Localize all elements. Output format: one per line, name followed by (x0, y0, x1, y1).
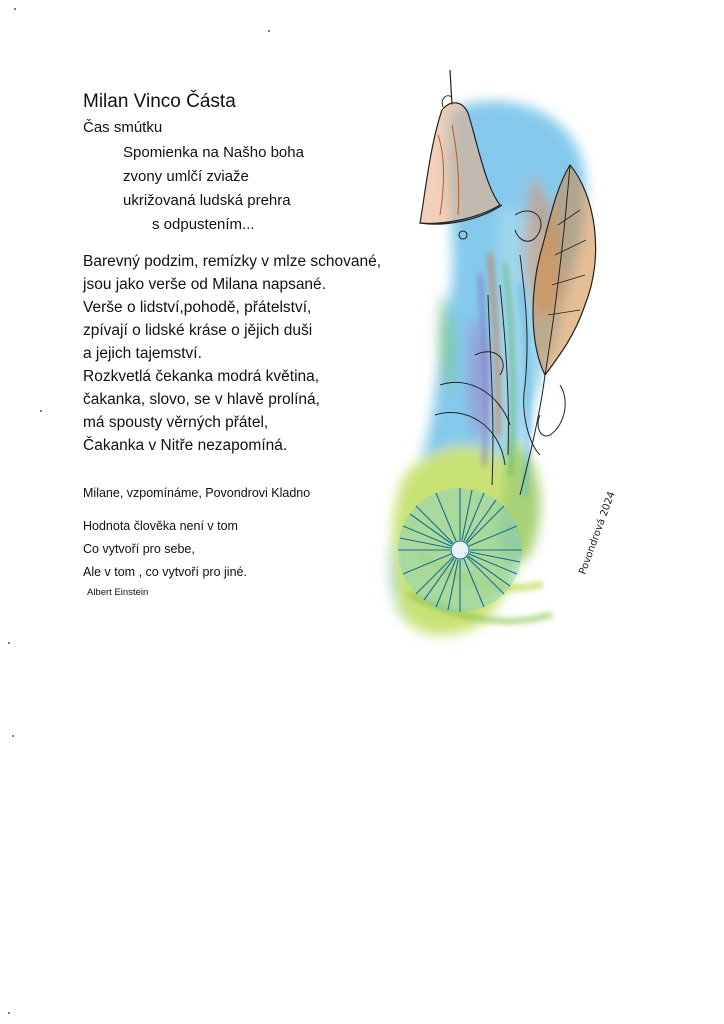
scan-speck (14, 8, 16, 10)
scan-speck (40, 410, 42, 412)
poem-sk-line: s odpustením... (152, 216, 255, 233)
scan-speck (8, 1012, 10, 1014)
quote-author: Albert Einstein (87, 587, 149, 598)
poem-cz-line: Čakanka v Nitře nezapomíná. (83, 437, 288, 454)
watercolor-illustration (380, 55, 618, 655)
poem-cz-line: čakanka, slovo, se v hlavě prolíná, (83, 391, 320, 408)
poem-cz-line: jsou jako verše od Milana napsané. (83, 276, 326, 293)
poem-cz-line: zpívají o lidské kráse o jějich duši (83, 322, 313, 339)
quote-line: Ale v tom , co vytvoří pro jiné. (83, 565, 247, 579)
dedication: Milane, vzpomínáme, Povondrovi Kladno (83, 486, 311, 500)
poem-cz-line: Rozkvetlá čekanka modrá květina, (83, 368, 320, 385)
quote-line: Co vytvoří pro sebe, (83, 542, 195, 556)
svg-text:Povondrová 2024: Povondrová 2024 (577, 490, 618, 577)
scan-speck (268, 30, 270, 32)
quote-line: Hodnota člověka není v tom (83, 519, 238, 533)
poem-sk-line: ukrižovaná ludská prehra (123, 192, 291, 209)
poem-cz-line: Barevný podzim, remízky v mlze schované, (83, 253, 382, 270)
scan-speck (8, 642, 10, 644)
poem-author: Milan Vinco Částa (83, 91, 236, 112)
poem-cz-line: má spousty věrných přátel, (83, 414, 269, 431)
scan-speck (12, 735, 14, 737)
poem-sk-line: Spomienka na Našho boha (123, 144, 304, 161)
poem-title: Čas smútku (83, 119, 163, 136)
artist-signature (577, 490, 618, 576)
chicory-flower (398, 488, 522, 612)
poem-cz-line: a jejich tajemství. (83, 345, 202, 362)
poem-sk-line: zvony umlčí zviaže (123, 168, 249, 185)
poem-cz-line: Verše o lidství,pohodě, přátelství, (83, 299, 312, 316)
